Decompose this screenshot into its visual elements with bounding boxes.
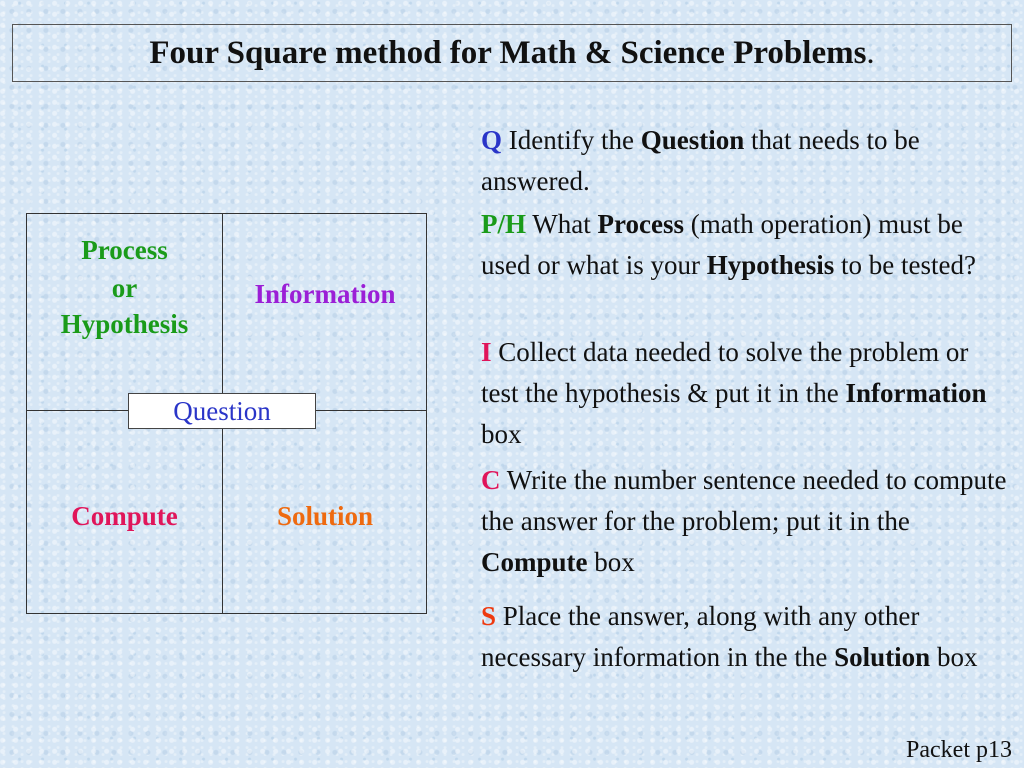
compute-quadrant: Compute [71, 501, 178, 531]
step-ph-text-2: (math operation) must be used or what is your [481, 209, 963, 280]
step-information [481, 332, 1011, 455]
step-ph-bold-2: Hypothesis [706, 250, 835, 280]
step-i-text-2: box [481, 419, 522, 449]
step-c-text-1: Write the number sentence needed to compute the answer for the problem; put it in the [481, 465, 1007, 536]
step-compute [481, 460, 1011, 583]
step-ph-letter: P/H [481, 209, 526, 239]
step-i-bold-1: Information [845, 378, 987, 408]
step-ph-text-3: to be tested? [834, 250, 976, 280]
step-s-letter: S [481, 601, 497, 631]
step-q-text-1: Identify the [502, 125, 641, 155]
slide-title [12, 24, 1012, 82]
step-s-bold-1: Solution [834, 642, 931, 672]
packet-page-reference: Packet p13 [906, 737, 1012, 763]
step-process-hypothesis [481, 204, 1011, 286]
step-c-letter: C [481, 465, 501, 495]
step-ph-text-1: What [526, 209, 598, 239]
process-label: Process [81, 235, 168, 265]
step-c-bold-1: Compute [481, 547, 588, 577]
step-q-bold-1: Question [640, 125, 745, 155]
slide-title-period: . [866, 34, 875, 71]
step-q-letter: Q [481, 125, 503, 155]
four-square-diagram [26, 213, 427, 614]
step-s-text-1: Place the answer, along with any other necessary information in the the [481, 601, 920, 672]
slide-title-text: Four Square method for Math & Science Problems [149, 34, 867, 71]
step-i-letter: I [481, 337, 492, 367]
hypothesis-label: Hypothesis [60, 309, 189, 340]
step-c-text-2: box [587, 547, 635, 577]
or-label: or [111, 272, 138, 303]
question-box: Question [128, 393, 316, 429]
step-ph-bold-1: Process [597, 209, 684, 239]
solution-quadrant: Solution [276, 501, 374, 531]
step-s-text-2: box [930, 642, 978, 672]
process-hypothesis-quadrant [27, 230, 222, 346]
step-solution [481, 596, 1011, 678]
information-quadrant: Information [254, 279, 396, 309]
step-question [481, 120, 1011, 202]
step-q-text-2: that needs to be answered. [481, 125, 920, 196]
step-i-text-1: Collect data needed to solve the problem or test the hypothesis & put it in the [481, 337, 969, 408]
